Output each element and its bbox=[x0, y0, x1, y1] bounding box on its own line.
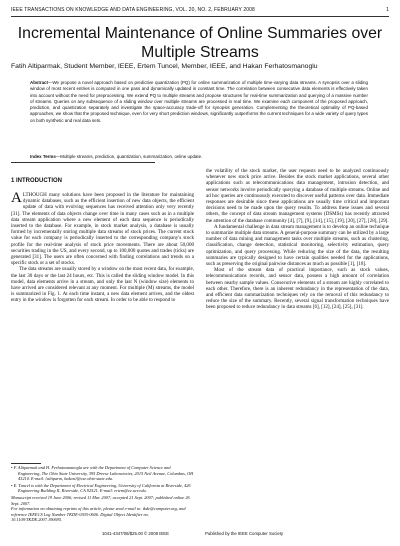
manuscript-dates: Manuscript received 19 June 2006; revised 11 Mar. 2007; accepted 21 Sept. 2007; published online 26 Sept. 2007. bbox=[11, 494, 190, 506]
left-column bbox=[11, 168, 194, 304]
author-list: Fatih Altiparmak, Student Member, IEEE, Ertem Tuncel, Member, IEEE, and Hakan Ferhatosmanoglu bbox=[11, 63, 318, 70]
footnote-rule bbox=[11, 463, 41, 464]
journal-name: IEEE TRANSACTIONS ON KNOWLEDGE AND DATA ENGINEERING, VOL. 20, NO. 2, FEBRUARY 2008 bbox=[11, 7, 255, 13]
reprint-info: For information on obtaining reprints of this article, please send e-mail to: tkde@computer.org, and reference IEEECS Log Number TKDE-0305-0606. Digital Object Identifier no. 10.1109/TKDE.2007.190695. bbox=[11, 506, 186, 523]
abstract-text: —We propose a novel approach based on predictive quantization (PQ) for online summarization of multiple time-varying data streams. A synopsis over a sliding window of most recent entries is computed in one pass and dynamically updated in constant time. The correlation between consecutive data elements is effectively taken into account without the need for preprocessing. We extend PQ to multiple streams and propose structures for real-time summarization and querying of a massive number of streams. Queries on any subsequence of a sliding window over multiple streams are processed in real time. We examine each component of the proposed approach, prediction, and quantization separately and investigate the space-accuracy trade-off for synopsis generation. Complementing the theoretical optimality of PQ-based approaches, we show that the proposed technique, even for very short prediction windows, significantly outperforms the current techniques for a wide variety of query types on both synthetic and real data sets. bbox=[30, 80, 368, 123]
footnotes bbox=[11, 465, 194, 523]
copyright-code: 1041-4347/08/$25.00 © 2008 IEEE bbox=[102, 531, 169, 536]
page-number: 1 bbox=[386, 7, 389, 13]
right-paragraph-2: A fundamental challenge in data stream management is to develop an online technique to summarize multiple data streams. A general-purpose summary can be utilized by a large number of data mining and management tasks over multiple streams, such as clustering, classification, change detection, statistical monitoring, selectivity estimation, query optimization, and query processing. While reducing the size of the data, the resulting summaries are typically designed to have certain qualities needed for the applications, such as preserving the original pairwise distances as much as possible [1], [18]. bbox=[206, 223, 389, 268]
section-heading: 1 INTRODUCTION bbox=[11, 178, 62, 184]
index-terms-label: Index Terms bbox=[30, 154, 56, 159]
abstract-label: Abstract bbox=[30, 80, 49, 85]
intro-paragraph-1: ALTHOUGH many solutions have been proposed in the literature for maintaining dynamic databases, such as the efficient insertion of new data objects, the efficient update of data with evolving sequences has received attention only very recently [31]. The elements of data objects change over time in many cases such as in a multiple data stream application where a new element of each data sequence is periodically inserted to the database. For example, in stock market analysis, a database is usually formed by incrementally storing multiple data streams of stock prices. The current stock value for each company is periodically inserted to the corresponding company's stock profile for the real-time analysis of stock price movements. There are about 50,000 securities trading in the US, and every second, up to 100,000 quotes and trades (ticks) are generated [31]. The users are often concerned with finding correlations and trends on a specific stock or a set of stocks. bbox=[11, 190, 194, 267]
publisher-line: Published by the IEEE Computer Society bbox=[205, 531, 284, 536]
index-terms-text: —Multiple streams, prediction, quantization, summarization, online update. bbox=[55, 154, 203, 159]
intro-paragraph-2: The data streams are usually stored by a window on the most recent data, for example, the last 30 days or the last 24 hours, etc. This is called the sliding window model. In this model, data elements arrive in a stream, and only the last N (window size) elements to have arrived are considered relevant at any moment. For multiple (M) streams, the model is summarized in Fig. 1. At each time instant, a new data element arrives, and the oldest entry in the window is forgotten for each stream. In order to be able to respond to bbox=[11, 266, 194, 304]
footnote-affiliation-1: • F. Altiparmak and H. Ferhatosmanoglu are with the Department of Computer Science and Engineering, The Ohio State University, 395 Dreese Laboratories, 2015 Neil Avenue, Columbus, OH 43210. E-mail: {altiparm, hakan}@cse.ohio-state.edu. bbox=[11, 465, 194, 482]
header-rule bbox=[11, 16, 389, 17]
footnote-affiliation-2: • E. Tuncel is with the Department of Electrical Engineering, University of California at Riverside, 426 Engineering Building II, Riverside, CA 92521. E-mail: ertem@ee.ucr.edu. bbox=[11, 482, 191, 494]
right-paragraph-1: the volatility of the stock market, the user requests need to be analyzed continuously whenever new stock price arrive. Besides the stock market applications, several other applications such as telecommunications data management, intrusion detection, and sensor networks involve periodically querying a database of multiple streams. Online and ad hoc queries are continuously executed to discover useful patterns over data. Immediate responses are desirable since these applications are usually time critical and important decisions need to be made upon the query results. To address these issues and several others, the concept of data stream management systems (DSMSs) has recently attracted the attention of the database community [4], [7], [9], [14], [15], [19], [20], [27], [28], [29]. bbox=[206, 168, 389, 224]
index-terms bbox=[30, 154, 368, 160]
right-paragraph-3: Most of the stream data of practical importance, such as stock values, telecommunications records, and sensor data, possess a high amount of correlation between nearby sample values. Consecutive elements of a stream are highly correlated to each other. Therefore, there is an inherent redundancy in the representation of the data, and efficient data summarization techniques rely on the removal of this redundancy to reduce the size of the summary. Recently, several signal transformation techniques have been proposed to reduce redundancy in data streams [6], [12], [24], [25], [31]. bbox=[206, 267, 389, 311]
right-column bbox=[206, 168, 389, 311]
running-header bbox=[11, 7, 389, 16]
abstract-separator bbox=[11, 162, 155, 163]
paper-title: Incremental Maintenance of Online Summaries over Multiple Streams bbox=[17, 25, 383, 61]
drop-cap: A bbox=[11, 190, 22, 206]
abstract bbox=[30, 80, 368, 124]
